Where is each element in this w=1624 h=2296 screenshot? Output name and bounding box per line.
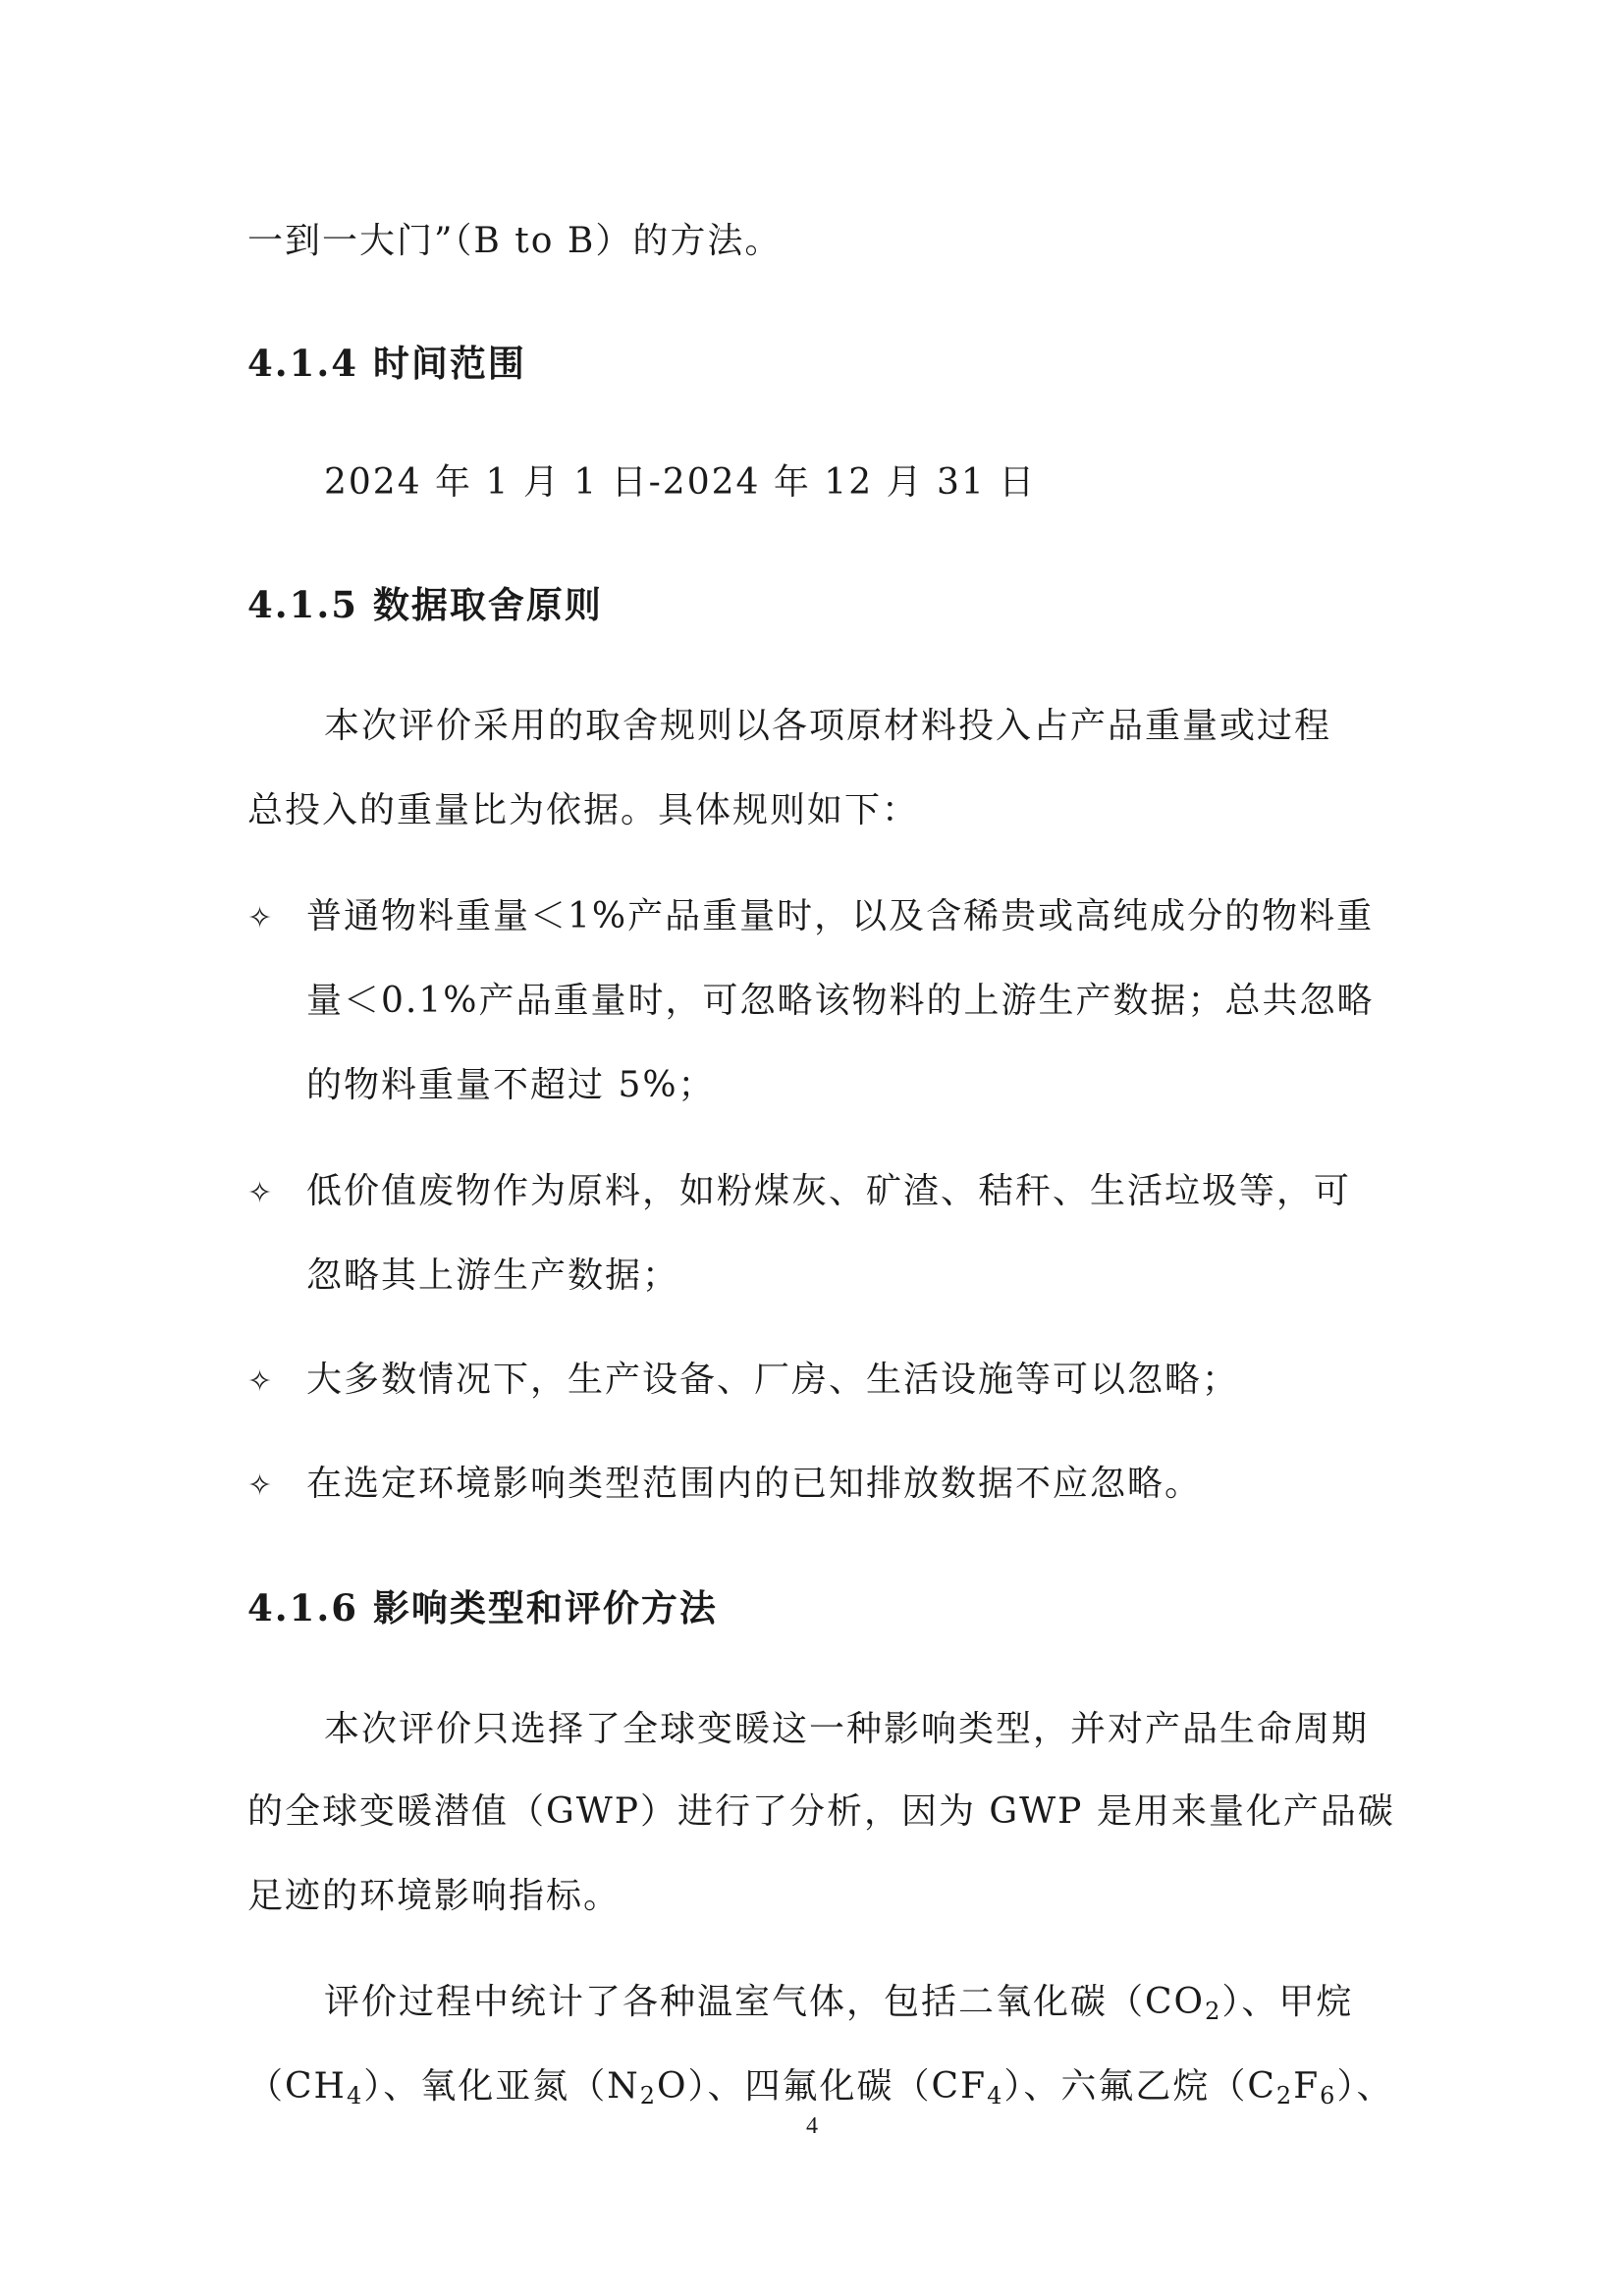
sparkle-bullet-icon: ✧ (247, 1468, 275, 1503)
paragraph-line: 的全球变暖潜值（GWP）进行了分析，因为 GWP 是用来量化产品碳 (247, 1791, 1395, 1832)
list-item (247, 1168, 1386, 1217)
list-item-continuation: 量＜0.1%产品重量时，可忽略该物料的上游生产数据；总共忽略 (306, 981, 1375, 1021)
subscript: 2 (1205, 1998, 1222, 2025)
text-run: F (1293, 2066, 1321, 2107)
list-item-continuation: 忽略其上游生产数据； (306, 1255, 680, 1296)
paragraph-line: 总投入的重量比为依据。具体规则如下： (247, 790, 920, 830)
list-item-text: 普通物料重量＜1%产品重量时，以及含稀贵或高纯成分的物料重 (306, 896, 1375, 936)
list-item (247, 893, 1386, 942)
time-range-text: 2024 年 1 月 1 日-2024 年 12 月 31 日 (324, 462, 1037, 503)
subscript: 2 (639, 2082, 658, 2109)
sparkle-bullet-icon: ✧ (247, 1176, 275, 1210)
page-number: 4 (806, 2113, 818, 2139)
text-run: O）、四氟化碳（CF (657, 2066, 988, 2107)
paragraph-line: 本次评价采用的取舍规则以各项原材料投入占产品重量或过程 (324, 706, 1332, 746)
list-item (247, 1461, 1386, 1510)
subscript: 2 (1275, 2082, 1294, 2109)
paragraph-line: 足迹的环境影响指标。 (247, 1876, 622, 1916)
paragraph-line: 一到一大门”（B to B）的方法。 (247, 221, 783, 261)
paragraph-line (324, 1979, 1463, 2026)
sparkle-bullet-icon: ✧ (247, 1364, 275, 1399)
text-run: ）、氧化亚氮（N (363, 2066, 640, 2107)
sparkle-bullet-icon: ✧ (247, 901, 275, 935)
list-item-text: 在选定环境影响类型范围内的已知排放数据不应忽略。 (306, 1464, 1203, 1504)
list-item-text: 大多数情况下，生产设备、厂房、生活设施等可以忽略； (306, 1360, 1240, 1400)
paragraph-line: 本次评价只选择了全球变暖这一种影响类型，并对产品生命周期 (324, 1709, 1370, 1749)
subscript: 4 (987, 2082, 1004, 2109)
text-run: ）、六氟乙烷（C (1003, 2066, 1276, 2107)
paragraph-line (247, 2063, 1394, 2110)
text-run: 评价过程中统计了各种温室气体，包括二氧化碳（CO (324, 1982, 1206, 2022)
section-heading-4-1-6: 4.1.6 影响类型和评价方法 (247, 1586, 718, 1629)
subscript: 6 (1320, 2082, 1337, 2109)
list-item (247, 1357, 1386, 1406)
text-run: （CH (247, 2066, 347, 2107)
list-item-text: 低价值废物作为原料，如粉煤灰、矿渣、秸秆、生活垃圾等，可 (306, 1171, 1352, 1211)
text-run: ）、甲烷 (1221, 1982, 1354, 2022)
list-item-continuation: 的物料重量不超过 5%； (306, 1065, 716, 1105)
section-heading-4-1-4: 4.1.4 时间范围 (247, 342, 526, 385)
section-heading-4-1-5: 4.1.5 数据取舍原则 (247, 583, 603, 626)
subscript: 4 (346, 2082, 364, 2109)
text-run: ）、 (1336, 2066, 1394, 2107)
